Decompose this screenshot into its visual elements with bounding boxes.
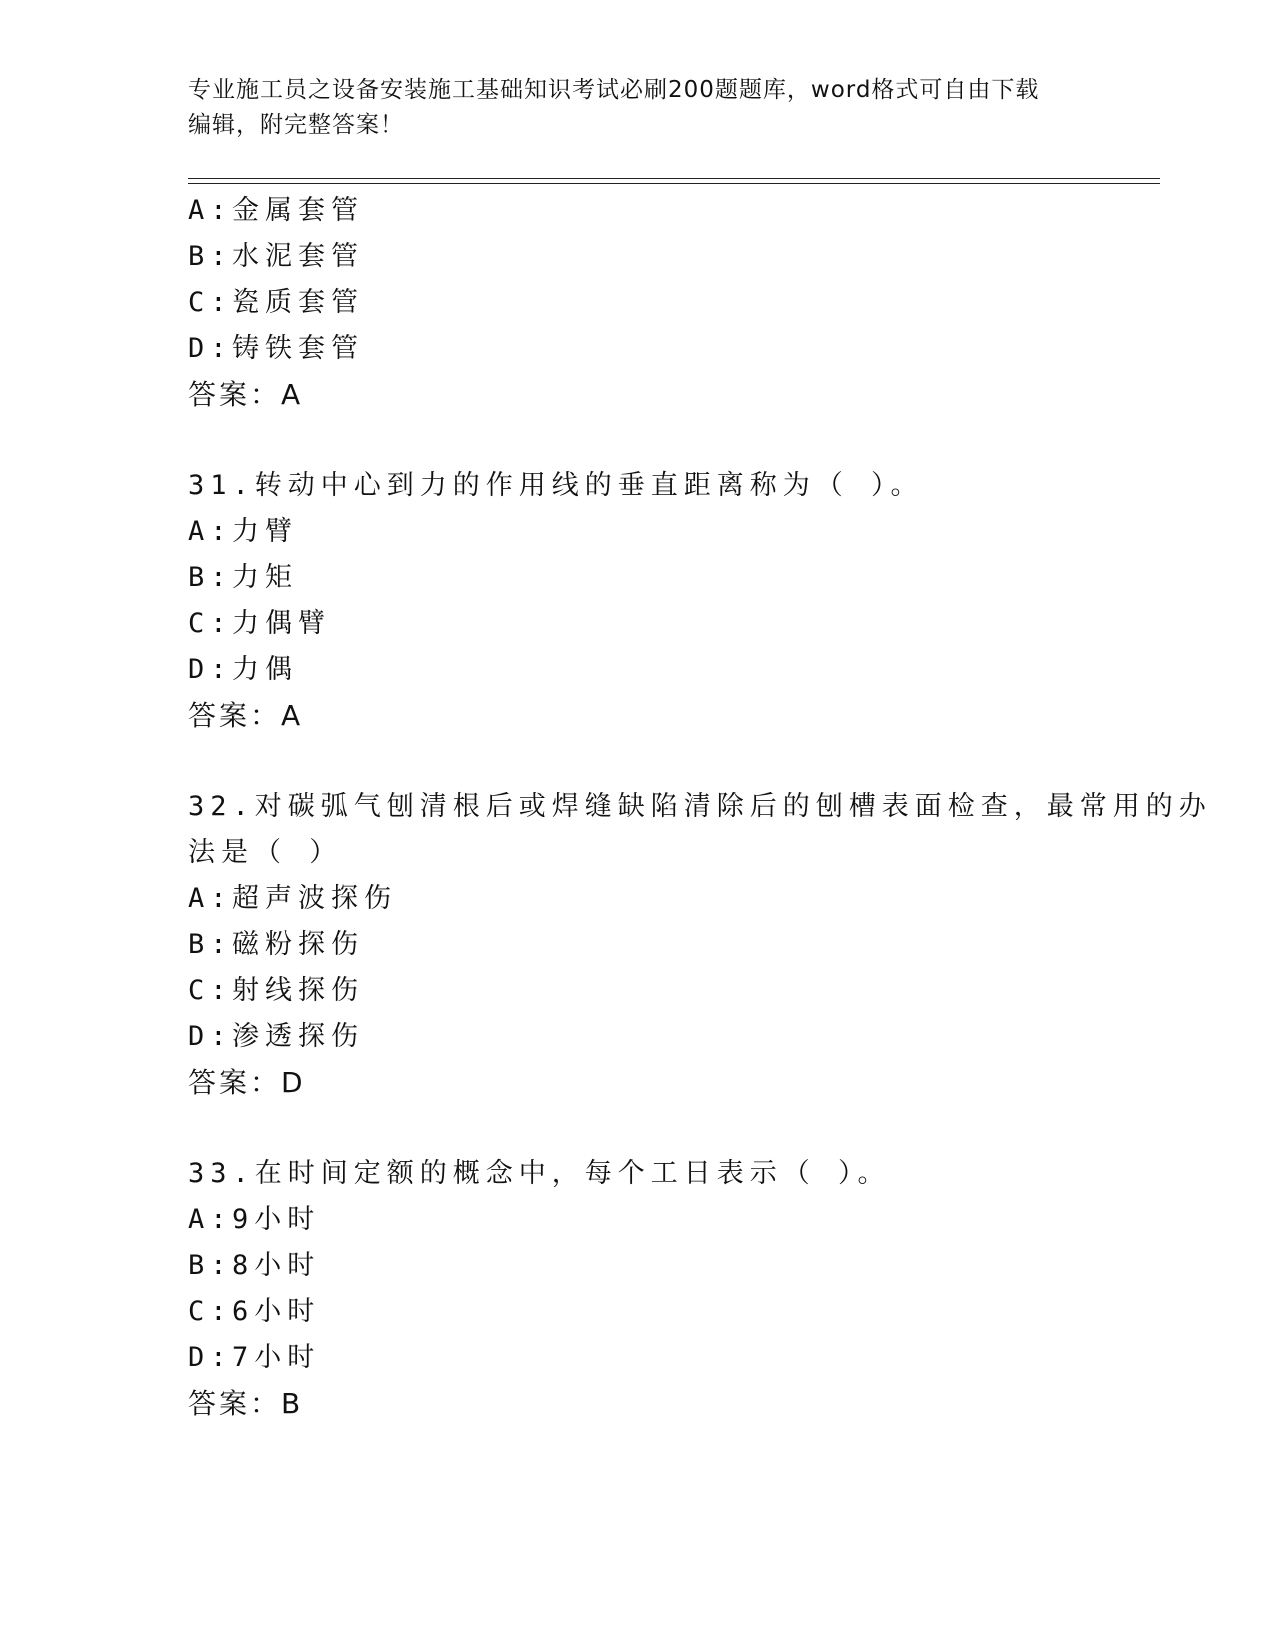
- document-header: [188, 73, 1068, 143]
- option-text: 力矩: [232, 562, 298, 593]
- option-letter: C:: [188, 287, 233, 318]
- header-title-line-2: 编辑，附完整答案！: [188, 112, 404, 138]
- option-letter: C:: [188, 1296, 233, 1327]
- option-row-d: [188, 1335, 1088, 1381]
- option-text: 7小时: [232, 1342, 321, 1373]
- option-text: 金属套管: [232, 195, 364, 226]
- option-letter: D:: [188, 654, 233, 685]
- question-gap: [188, 418, 1088, 463]
- answer-line: 答案：A: [188, 699, 304, 732]
- option-letter: D:: [188, 1342, 233, 1373]
- option-row-b: [188, 922, 1088, 968]
- header-title-line-1: 专业施工员之设备安装施工基础知识考试必刷200题题库，word格式可自由下载: [188, 77, 1040, 103]
- option-text: 渗透探伤: [232, 1021, 364, 1052]
- option-letter: A:: [188, 516, 233, 547]
- option-row-b: [188, 555, 1088, 601]
- question-text: 33.在时间定额的概念中，每个工日表示（ ）。: [188, 1158, 891, 1189]
- option-text: 瓷质套管: [232, 287, 364, 318]
- option-text: 射线探伤: [232, 975, 364, 1006]
- question-gap: [188, 1106, 1088, 1151]
- question-text-line-1: 32.对碳弧气刨清根后或焊缝缺陷清除后的刨槽表面检查，最常用的办: [188, 791, 1212, 822]
- option-letter: D:: [188, 333, 233, 364]
- option-letter: C:: [188, 975, 233, 1006]
- option-row-a: [188, 509, 1088, 555]
- question-block-33: [188, 1151, 1088, 1427]
- option-letter: B:: [188, 929, 233, 960]
- question-list: [188, 188, 1212, 1427]
- option-row-a: [188, 876, 1088, 922]
- option-row-a: [188, 188, 1088, 234]
- question-gap: [188, 739, 1088, 784]
- option-letter: D:: [188, 1021, 233, 1052]
- question-text-line-2: 法是（ ）: [188, 837, 343, 868]
- header-double-rule: [188, 178, 1160, 184]
- option-letter: C:: [188, 608, 233, 639]
- answer-line: 答案：B: [188, 1387, 304, 1420]
- answer-line: 答案：D: [188, 1066, 306, 1099]
- option-letter: B:: [188, 562, 233, 593]
- option-text: 铸铁套管: [232, 333, 364, 364]
- option-text: 力偶臂: [232, 608, 331, 639]
- question-block-32: [188, 784, 1212, 1106]
- option-letter: B:: [188, 1250, 233, 1281]
- option-row-d: [188, 647, 1088, 693]
- option-text: 超声波探伤: [232, 883, 397, 914]
- option-row-d: [188, 326, 1088, 372]
- option-letter: A:: [188, 883, 233, 914]
- question-block-continued: [188, 188, 1088, 418]
- option-row-b: [188, 234, 1088, 280]
- option-row-a: [188, 1197, 1088, 1243]
- option-row-c: [188, 1289, 1088, 1335]
- option-row-c: [188, 601, 1088, 647]
- option-text: 6小时: [232, 1296, 321, 1327]
- question-block-31: [188, 463, 1088, 739]
- option-text: 磁粉探伤: [232, 929, 364, 960]
- answer-line: 答案：A: [188, 378, 304, 411]
- option-text: 水泥套管: [232, 241, 364, 272]
- option-row-d: [188, 1014, 1088, 1060]
- option-letter: B:: [188, 241, 233, 272]
- option-letter: A:: [188, 1204, 233, 1235]
- option-row-b: [188, 1243, 1088, 1289]
- question-text: 31.转动中心到力的作用线的垂直距离称为（ ）。: [188, 470, 924, 501]
- option-text: 力臂: [232, 516, 298, 547]
- option-row-c: [188, 968, 1088, 1014]
- option-row-c: [188, 280, 1088, 326]
- option-text: 力偶: [232, 654, 298, 685]
- option-letter: A:: [188, 195, 233, 226]
- option-text: 9小时: [232, 1204, 321, 1235]
- option-text: 8小时: [232, 1250, 321, 1281]
